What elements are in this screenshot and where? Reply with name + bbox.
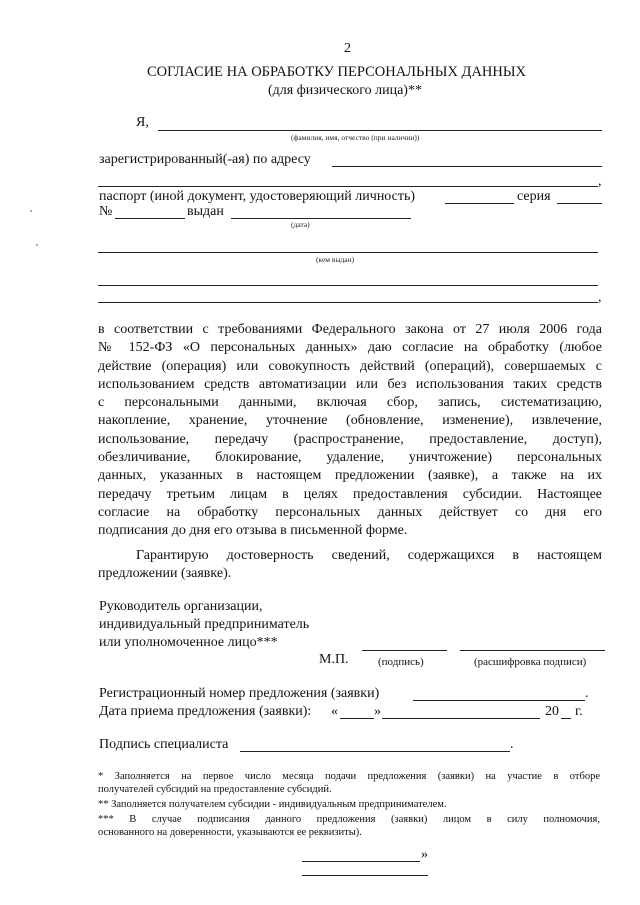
signer-line: или уполномоченное лицо*** xyxy=(99,635,278,650)
specialist-signature-field-line[interactable] xyxy=(240,751,510,752)
passport-extra-line[interactable] xyxy=(445,203,514,204)
extra-field-line-2[interactable] xyxy=(98,302,598,303)
series-field-line[interactable] xyxy=(557,203,602,204)
consent-line: использование, передачу (распространение, предоставление, доступ), xyxy=(98,431,602,447)
reg-number-end: . xyxy=(585,686,589,701)
consent-paragraph xyxy=(98,321,602,541)
footnote xyxy=(98,798,600,811)
document-subtitle: (для физического лица)** xyxy=(268,83,422,98)
consent-line: в соответствии с требованиями Федерального закона от 27 июля 2006 года xyxy=(98,322,602,337)
guarantee-line: предложении (заявке). xyxy=(98,566,232,582)
scan-speck xyxy=(36,244,38,246)
registered-label: зарегистрированный(-ая) по адресу xyxy=(99,152,311,167)
specialist-label: Подпись специалиста xyxy=(99,737,229,752)
issued-by-field-line[interactable] xyxy=(98,252,598,253)
scan-speck xyxy=(30,210,32,212)
footnote-line: основанного на доверенности, указываются ее реквизиты). xyxy=(98,827,362,838)
trailing-quote: » xyxy=(421,847,428,862)
series-label: серия xyxy=(517,189,551,204)
signature-hint: (подпись) xyxy=(378,656,424,668)
consent-line: подписания до дня его отзыва в письменной форме. xyxy=(98,523,408,539)
footnote-line: ** Заполняется получателем субсидии - индивидуальным предпринимателем. xyxy=(98,799,447,810)
reg-number-field-line[interactable] xyxy=(413,700,585,701)
trailing-line-1 xyxy=(302,861,420,862)
footnote-line: * Заполняется на первое число месяца подачи предложения (заявки) на участие в отборе xyxy=(98,771,600,782)
consent-line: накопление, хранение, уточнение (обновление, изменение), извлечение, xyxy=(98,413,602,429)
footnote-line: *** В случае подписания данного предложения (заявки) лицом в силу полномочия, xyxy=(98,814,600,825)
address-field-line-2[interactable] xyxy=(98,186,598,187)
quote-close: » xyxy=(374,704,381,719)
receipt-date-label: Дата приема предложения (заявки): xyxy=(99,704,312,719)
consent-line: № 152-ФЗ «О персональных данных» даю согласие на обработку (любое xyxy=(98,340,602,356)
receipt-month-field-line[interactable] xyxy=(382,718,540,719)
specialist-end: . xyxy=(510,737,514,752)
reg-number-label: Регистрационный номер предложения (заявки) xyxy=(99,686,380,701)
fio-field-line[interactable] xyxy=(158,130,602,131)
consent-line: с персональными данными, включая сбор, запись, систематизацию, xyxy=(98,395,602,411)
signature-field-line[interactable] xyxy=(362,650,447,651)
receipt-year-field-line[interactable] xyxy=(561,718,571,719)
signature-decode-field-line[interactable] xyxy=(460,650,605,651)
year-prefix: 20 xyxy=(545,704,559,719)
quote-open: « xyxy=(331,704,338,719)
passport-label: паспорт (иной документ, удостоверяющий личность) xyxy=(99,189,416,204)
number-field-line[interactable] xyxy=(115,218,185,219)
signer-line: индивидуальный предприниматель xyxy=(99,617,310,632)
issued-by-hint: (кем выдан) xyxy=(316,255,355,264)
issued-label: выдан xyxy=(187,204,224,219)
number-label: № xyxy=(99,204,113,219)
i-label: Я, xyxy=(136,115,149,130)
stamp-label: М.П. xyxy=(319,652,349,667)
consent-line: передачу третьим лицам в целях предоставления субсидии. Настоящее xyxy=(98,486,602,502)
date-hint: (дата) xyxy=(291,220,310,229)
year-suffix: г. xyxy=(575,704,583,719)
receipt-day-field-line[interactable] xyxy=(340,718,374,719)
trailing-line-2 xyxy=(302,875,428,876)
footnote xyxy=(98,813,600,839)
signature-decode-hint: (расшифровка подписи) xyxy=(474,656,587,668)
consent-line: использованием средств автоматизации или без использования таких средств xyxy=(98,376,602,392)
extra-field-line-1[interactable] xyxy=(98,285,598,286)
issue-date-field-line[interactable] xyxy=(231,218,411,219)
footnote xyxy=(98,770,600,796)
extra-comma: , xyxy=(598,290,602,305)
footnote-line: получателей субсидий на предоставление субсидий. xyxy=(98,784,332,795)
consent-line: данных, указанных в настоящем предложении (заявке), а также на их xyxy=(98,468,602,484)
consent-line: обезличивание, блокирование, удаление, уничтожение) персональных xyxy=(98,450,602,466)
fio-hint: (фамилия, имя, отчество (при наличии)) xyxy=(291,133,420,142)
guarantee-line: Гарантирую достоверность сведений, содержащихся в настоящем xyxy=(136,548,602,563)
document-title: СОГЛАСИЕ НА ОБРАБОТКУ ПЕРСОНАЛЬНЫХ ДАННЫХ xyxy=(147,64,526,80)
address-comma: , xyxy=(598,174,602,189)
page-number: 2 xyxy=(344,41,351,56)
signer-line: Руководитель организации, xyxy=(99,599,263,614)
address-field-line-1[interactable] xyxy=(332,166,602,167)
consent-line: действие (операция) или совокупность действий (операций), совершаемых с xyxy=(98,358,602,374)
consent-line: согласие на обработку персональных данных действует со дня его xyxy=(98,504,602,520)
guarantee-paragraph xyxy=(98,547,602,584)
